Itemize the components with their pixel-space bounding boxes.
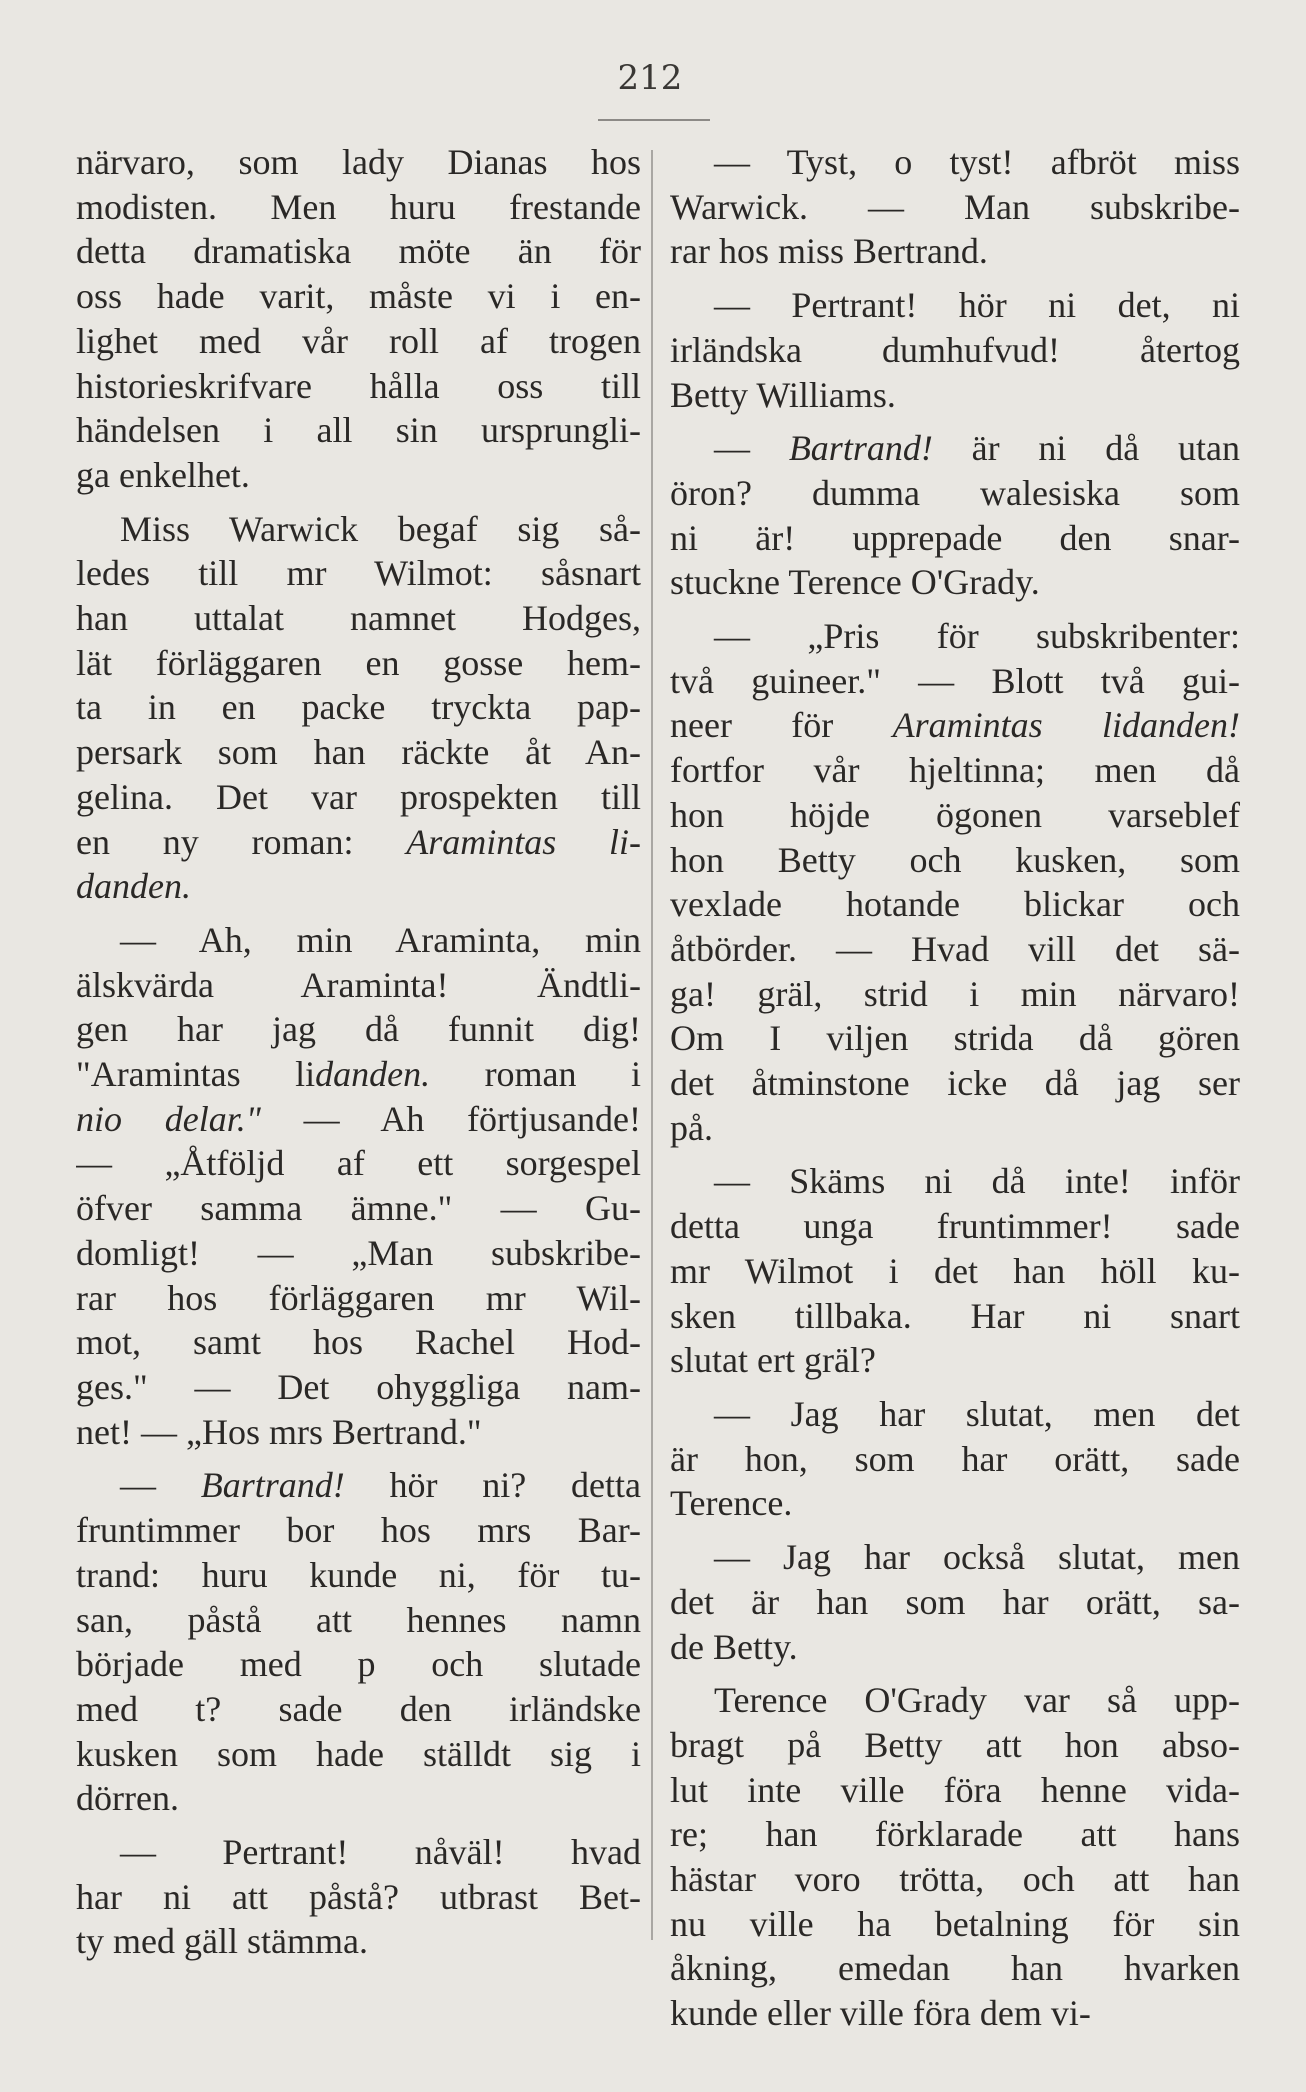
text-line: san, påstå att hennes namn (76, 1599, 641, 1640)
left-column (76, 140, 641, 1973)
text-line: ges." — Det ohyggliga nam- (76, 1366, 641, 1407)
paragraph (670, 1678, 1240, 2036)
text-line: — „Pris för subskribenter: (714, 616, 1240, 657)
text-line: Miss Warwick begaf sig så- (120, 508, 641, 549)
text-line: öron? dumma walesiska som (670, 472, 1240, 513)
text-line: detta unga fruntimmer! sade (670, 1206, 1240, 1247)
text-line: det åtminstone icke då jag ser (670, 1063, 1240, 1104)
text-line: nio delar." — Ah förtjusande! (76, 1098, 641, 1139)
text-line: hästar voro trötta, och att han (670, 1859, 1240, 1900)
text-line: närvaro, som lady Dianas hos (76, 142, 641, 182)
paragraph (670, 1159, 1240, 1383)
text-line: gen har jag då funnit dig! (76, 1009, 641, 1050)
text-line: re; han förklarade att hans (670, 1814, 1240, 1855)
text-line: har ni att påstå? utbrast Bet- (76, 1876, 641, 1917)
page-number-rule (598, 119, 710, 121)
paragraph (76, 918, 641, 1454)
text-line: irländska dumhufvud! återtog (670, 329, 1240, 370)
text-line: vexlade hotande blickar och (670, 884, 1240, 925)
text-line: ledes till mr Wilmot: såsnart (76, 553, 641, 594)
paragraph (670, 1392, 1240, 1526)
paragraph (76, 507, 641, 909)
text-line: slutat ert gräl? (670, 1340, 876, 1381)
paragraph (670, 614, 1240, 1150)
text-line: — Bartrand! hör ni? detta (120, 1465, 641, 1506)
text-line: en ny roman: Aramintas li- (76, 821, 641, 862)
text-line: — Ah, min Araminta, min (120, 919, 641, 960)
text-line: neer för Aramintas lidanden! (670, 705, 1240, 746)
text-line: Betty Williams. (670, 374, 896, 415)
text-line: oss hade varit, måste vi i en- (76, 276, 641, 317)
paragraph (670, 283, 1240, 417)
text-line: ta in en packe tryckta pap- (76, 687, 641, 728)
text-line: historieskrifvare hålla oss till (76, 365, 641, 406)
text-line: hon höjde ögonen varseblef (670, 794, 1240, 835)
text-line: lät förläggaren en gosse hem- (76, 642, 641, 683)
text-line: med t? sade den irländske (76, 1688, 641, 1729)
paragraph (670, 140, 1240, 274)
text-line: Terence. (670, 1483, 793, 1524)
text-line: två guineer." — Blott två gui- (670, 660, 1240, 701)
text-line: nu ville ha betalning för sin (670, 1903, 1240, 1944)
text-line: Om I viljen strida då gören (670, 1018, 1240, 1059)
text-line: åtbörder. — Hvad vill det sä- (670, 928, 1240, 969)
paragraph (76, 140, 641, 498)
text-line: det är han som har orätt, sa- (670, 1581, 1240, 1622)
text-line: — Skäms ni då inte! inför (714, 1161, 1240, 1202)
text-line: började med p och slutade (76, 1644, 641, 1685)
text-line: åkning, emedan han hvarken (670, 1948, 1240, 1989)
text-line: lighet med vår roll af trogen (76, 320, 641, 361)
text-line: — Pertrant! hör ni det, ni (714, 285, 1240, 326)
text-line: sken tillbaka. Har ni snart (670, 1295, 1240, 1336)
text-line: "Aramintas lidanden. roman i (76, 1054, 641, 1095)
text-line: ga! gräl, strid i min närvaro! (670, 973, 1240, 1014)
paragraph (76, 1830, 641, 1964)
text-line: mot, samt hos Rachel Hod- (76, 1322, 641, 1363)
text-line: gelina. Det var prospekten till (76, 776, 641, 817)
paragraph (76, 1463, 641, 1821)
text-line: Warwick. — Man subskribe- (670, 186, 1240, 227)
text-line: domligt! — „Man subskribe- (76, 1232, 641, 1273)
text-line: hon Betty och kusken, som (670, 839, 1240, 880)
text-line: — Jag har slutat, men det (714, 1393, 1240, 1434)
right-column (670, 140, 1240, 2045)
text-line: fortfor vår hjeltinna; men då (670, 750, 1240, 791)
text-line: rar hos förläggaren mr Wil- (76, 1277, 641, 1318)
text-line: — „Åtföljd af ett sorgespel (76, 1143, 641, 1184)
text-line: — Jag har också slutat, men (714, 1537, 1240, 1578)
text-line: bragt på Betty att hon abso- (670, 1724, 1240, 1765)
text-line: ga enkelhet. (76, 454, 250, 495)
text-line: de Betty. (670, 1626, 798, 1667)
text-line: persark som han räckte åt An- (76, 732, 641, 773)
text-line: kusken som hade ställdt sig i (76, 1733, 641, 1774)
text-line: — Tyst, o tyst! afbröt miss (714, 142, 1240, 182)
text-line: Terence O'Grady var så upp- (714, 1680, 1240, 1721)
text-line: lut inte ville föra henne vida- (670, 1769, 1240, 1810)
paragraph (670, 426, 1240, 605)
text-line: rar hos miss Bertrand. (670, 231, 988, 272)
text-line: ni är! upprepade den snar- (670, 517, 1240, 558)
text-line: på. (670, 1107, 713, 1148)
text-line: trand: huru kunde ni, för tu- (76, 1554, 641, 1595)
text-line: danden. (76, 866, 191, 907)
text-line: — Pertrant! nåväl! hvad (120, 1832, 641, 1873)
text-line: händelsen i all sin ursprungli- (76, 410, 641, 451)
text-line: mr Wilmot i det han höll ku- (670, 1250, 1240, 1291)
text-line: han uttalat namnet Hodges, (76, 598, 641, 639)
text-line: öfver samma ämne." — Gu- (76, 1188, 641, 1229)
text-line: kunde eller ville föra dem vi- (670, 1993, 1091, 2034)
paragraph (670, 1535, 1240, 1669)
text-line: stuckne Terence O'Grady. (670, 562, 1040, 603)
text-line: — Bartrand! är ni då utan (714, 428, 1240, 469)
text-line: dörren. (76, 1778, 179, 1819)
text-line: är hon, som har orätt, sade (670, 1438, 1240, 1479)
text-line: modisten. Men huru frestande (76, 186, 641, 227)
text-line: fruntimmer bor hos mrs Bar- (76, 1510, 641, 1551)
page-number: 212 (617, 58, 683, 98)
text-line: älskvärda Araminta! Ändtli- (76, 964, 641, 1005)
text-line: detta dramatiska möte än för (76, 231, 641, 272)
text-line: ty med gäll stämma. (76, 1921, 368, 1962)
column-divider (651, 150, 653, 1940)
text-line: net! — „Hos mrs Bertrand." (76, 1411, 482, 1452)
